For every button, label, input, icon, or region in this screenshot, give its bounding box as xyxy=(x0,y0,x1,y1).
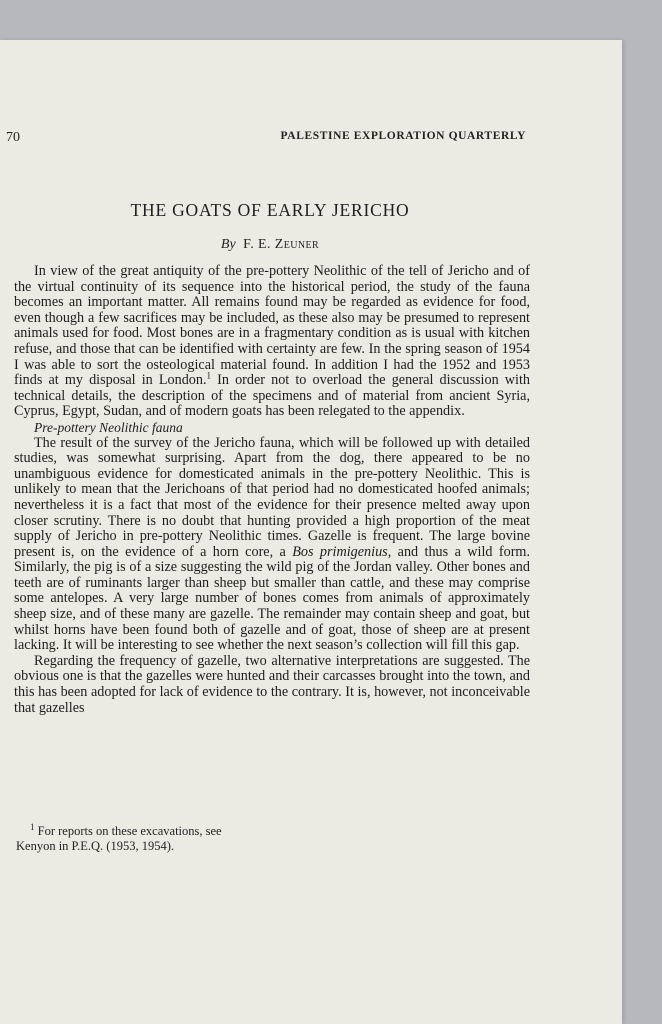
article-title: THE GOATS OF EARLY JERICHO xyxy=(130,200,410,220)
footnote-ref: 1 xyxy=(206,370,212,381)
species-name: Bos primigenius xyxy=(292,543,388,560)
paragraph-intro-text: In view of the great antiquity of the pre-pottery Neolithic of the tell of Jericho and of the virtual continuity of its sequence into the historical period, the study of the fauna becomes an important matter. All remains found may be regarded as evidence for food, even though a few sacrifices may be included, as these also may be presumed to represent animals used for food. Most bones are in a fragmentary condition as is usual with kitchen refuse, and those that can be identified with certainty are few. In the spring season of 1954 I was able to sort the osteological material found. In addition I had the 1952 and 1953 finds at my disposal in London. xyxy=(14,263,530,389)
paragraph-fauna-text-after: , and thus a wild form. Similarly, the pig is of a size suggesting the wild pig of the Jordan valley. Other bones and teeth are of ruminants larger than sheep but smaller than cattle, and these may comprise some antelopes. A very large number of bones comes from animals of approximately sheep size, and of these many are gazelle. The remainder may contain sheep and goat, but whilst horns have been found both of gazelle and of goat, those of sheep are at present lacking. It will be interesting to see whether the next season’s collection will fill this gap. xyxy=(14,543,530,654)
footnote-line-1-text: For reports on these excavations, see xyxy=(37,824,222,838)
paragraph-gazelle: Regarding the frequency of gazelle, two alternative interpretations are suggested. The obvious one is that the gazelles were hunted and their carcasses brought into the town, and this has been adopted for lack of evidence to the contrary. It is, however, not inconceivable that gazelles xyxy=(14,652,530,716)
author-name: F. E. Zeuner xyxy=(243,237,320,252)
footnote-line-1 xyxy=(16,821,316,839)
paragraph-fauna-text-before: The result of the survey of the Jericho fauna, which will be followed up with detailed studies, was somewhat surprising. Apart from the dog, there appeared to be no unambiguous evidence for domesticated animals in the pre-pottery Neolithic. This is unlikely to mean that the Jerichoans of that period had no domesticated hoofed animals; nevertheless it is a fact that most of the evidence for their presence melted away upon closer scrutiny. There is no doubt that hunting provided a high proportion of the meat supply of Jericho in pre-pottery Neolithic times. Gazelle is frequent. The large bovine present is, on the evidence of a horn core, a xyxy=(14,434,530,560)
footnote-line-2: Kenyon in P.E.Q. (1953, 1954). xyxy=(16,839,174,853)
paragraph-fauna xyxy=(14,436,530,654)
article-body xyxy=(14,264,530,716)
section-heading: Pre-pottery Neolithic fauna xyxy=(34,419,183,435)
running-head: PALESTINE EXPLORATION QUARTERLY xyxy=(280,130,526,142)
byline xyxy=(0,237,540,253)
byline-by: By xyxy=(220,237,236,252)
footnote-marker: 1 xyxy=(30,821,35,832)
paragraph-intro-text-after: In order not to overload the general discussion with technical details, the description of the specimens and of material from ancient Syria, Cyprus, Egypt, Sudan, and of modern goats has been relegated to the appendix. xyxy=(14,372,530,420)
footnote xyxy=(16,821,316,854)
paragraph-intro xyxy=(14,264,530,420)
page-number: 70 xyxy=(6,130,20,145)
